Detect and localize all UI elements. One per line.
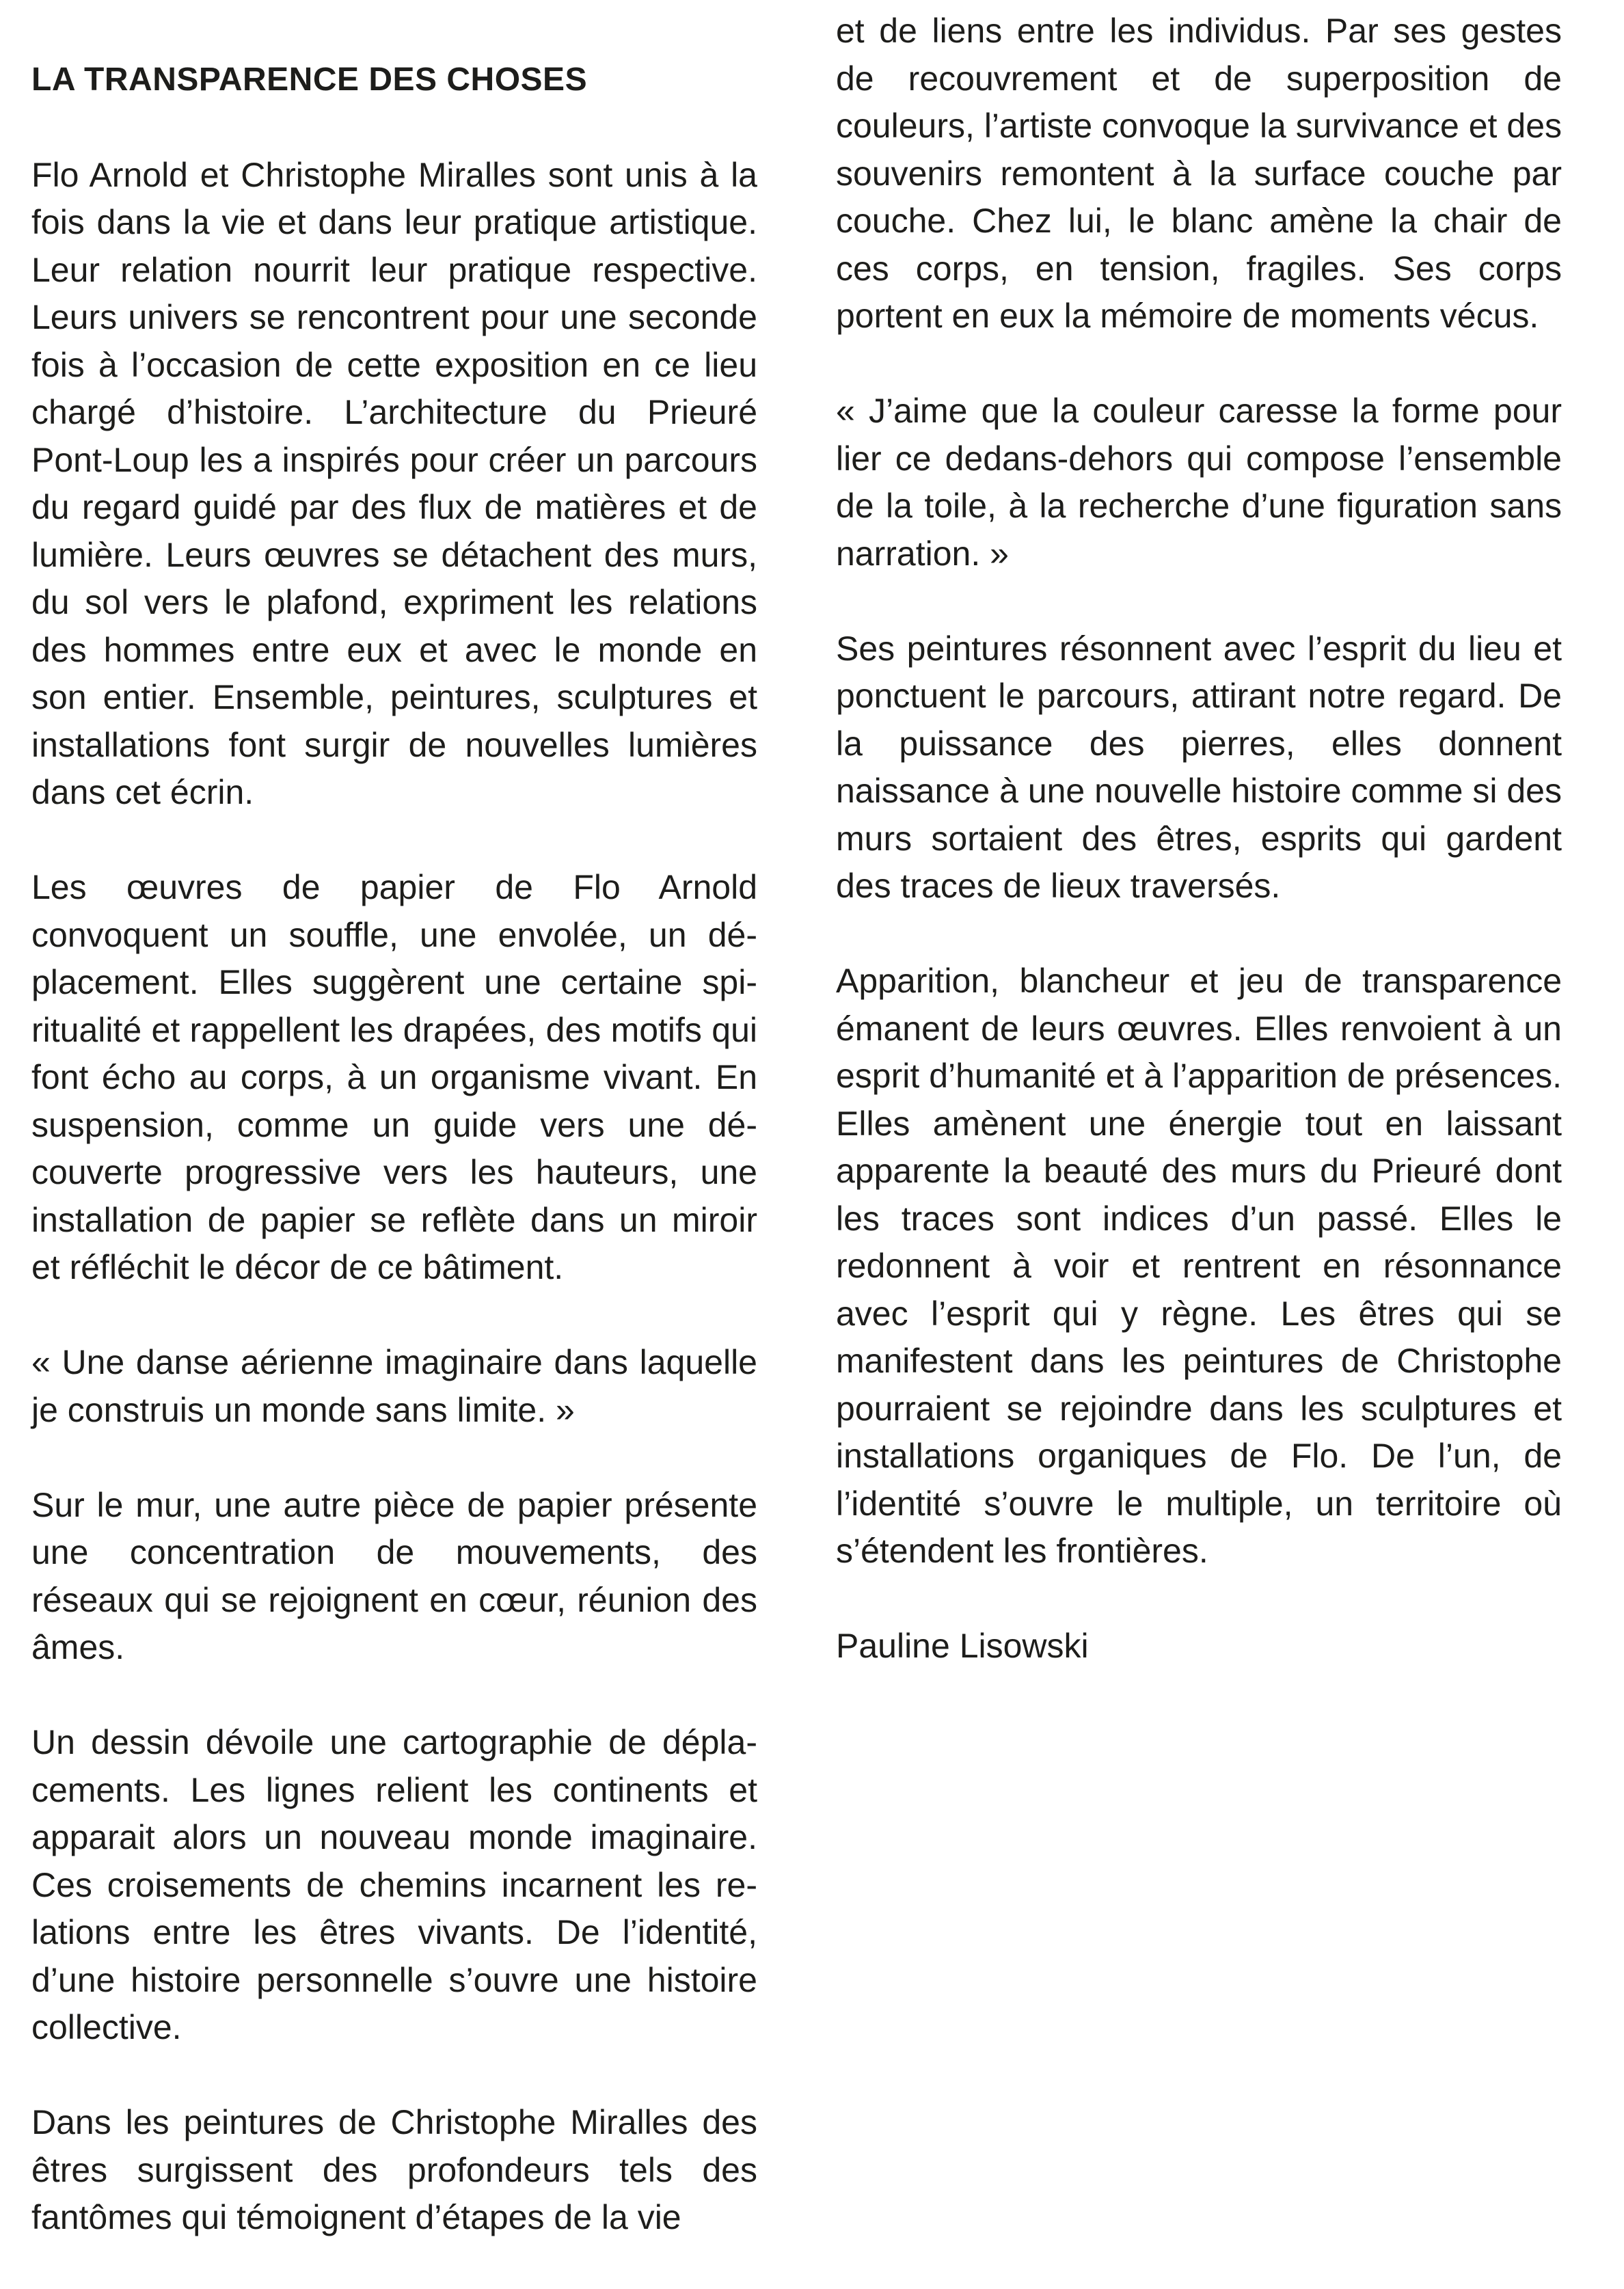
paragraph-wall-piece: Sur le mur, une autre pièce de papier présente une concentration de mouvements, des réseaux qui se rejoignent en cœur, réunion des âmes. (31, 1485, 757, 1666)
left-column (31, 56, 757, 2289)
article-title: LA TRANSPARENCE DES CHOSES (31, 62, 588, 98)
paragraph-intro: Flo Arnold et Christophe Miralles sont unis à la fois dans la vie et dans leur pratique artistique. Leur relation nourrit leur pratique respective. Leurs univers se rencontrent pour une seconde fois à l’occasion de cette exposition en ce lieu chargé d’histoire. L’architecture du Prieuré Pont-Loup les a inspirés pour créer un parcours du regard guidé par des flux de matières et de lumière. Leurs œuvres se détachent des murs, du sol vers le plafond, expriment les relations des hommes entre eux et avec le monde en son entier. Ensemble, peintures, sculptures et installations font surgir de nouvelles lumières dans cet écrin. (31, 155, 757, 811)
paragraph-continuation: et de liens entre les individus. Par ses gestes de recouvrement et de superposition de couleurs, l’artiste convoque la survivance et des souvenirs remontent à la surface couche par couche. Chez lui, le blanc amène la chair de ces corps, en tension, fragiles. Ses corps portent en eux la mémoire de moments vécus. (836, 12, 1562, 335)
paragraph-paintings-resonance: Ses peintures résonnent avec l’esprit du lieu et ponctuent le parcours, attirant notre regard. De la puissance des pierres, elles donnent naissance à une nouvelle histoire comme si des murs sortaient des êtres, esprits qui gardent des traces de lieux traversés. (836, 629, 1562, 905)
paragraph-drawing: Un dessin dévoile une cartographie de déplacements. Les lignes relient les continents et apparait alors un nouveau monde imaginaire. Ces croisements de chemins incarnent les relations entre les êtres vivants. De l’identité, d’une histoire personnelle s’ouvre une histoire collective. (31, 1723, 757, 2046)
paragraph-flo-arnold-paper: Les œuvres de papier de Flo Arnold convoquent un souffle, une envolée, un déplacement. Elles suggèrent une certaine spiritualité et rappellent les drapées, des motifs qui font écho au corps, à un organisme vivant. En suspension, comme un guide vers une découverte progressive vers les hauteurs, une installation de papier se reflète dans un miroir et réfléchit le décor de ce bâtiment. (31, 868, 757, 1286)
quote-christophe-miralles: « J’aime que la couleur caresse la forme pour lier ce dedans-dehors qui compose l’ensemble de la toile, à la recherche d’une figuration sans narration. » (836, 392, 1562, 573)
paragraph-conclusion: Apparition, blancheur et jeu de transparence émanent de leurs œuvres. Elles renvoient à un esprit d’humanité et à l’apparition de présences. Elles amènent une énergie tout en laissant apparente la beauté des murs du Prieuré dont les traces sont indices d’un passé. Elles le redonnent à voir et rentrent en résonnance avec l’esprit qui y règne. Les êtres qui se manifestent dans les peintures de Christophe pourraient se rejoindre dans les sculptures et installations organiques de Flo. De l’un, de l’identité s’ouvre le multiple, un territoire où s’étendent les frontières. (836, 962, 1562, 1570)
quote-flo-arnold: « Une danse aérienne imaginaire dans laquelle je construis un monde sans limite. » (31, 1343, 757, 1429)
author-signature: Pauline Lisowski (836, 1627, 1089, 1665)
paragraph-miralles-paintings: Dans les peintures de Christophe Miralles des êtres surgissent des profondeurs tels des fantômes qui témoignent d’étapes de la vie (31, 2103, 757, 2236)
right-column (836, 8, 1562, 1670)
